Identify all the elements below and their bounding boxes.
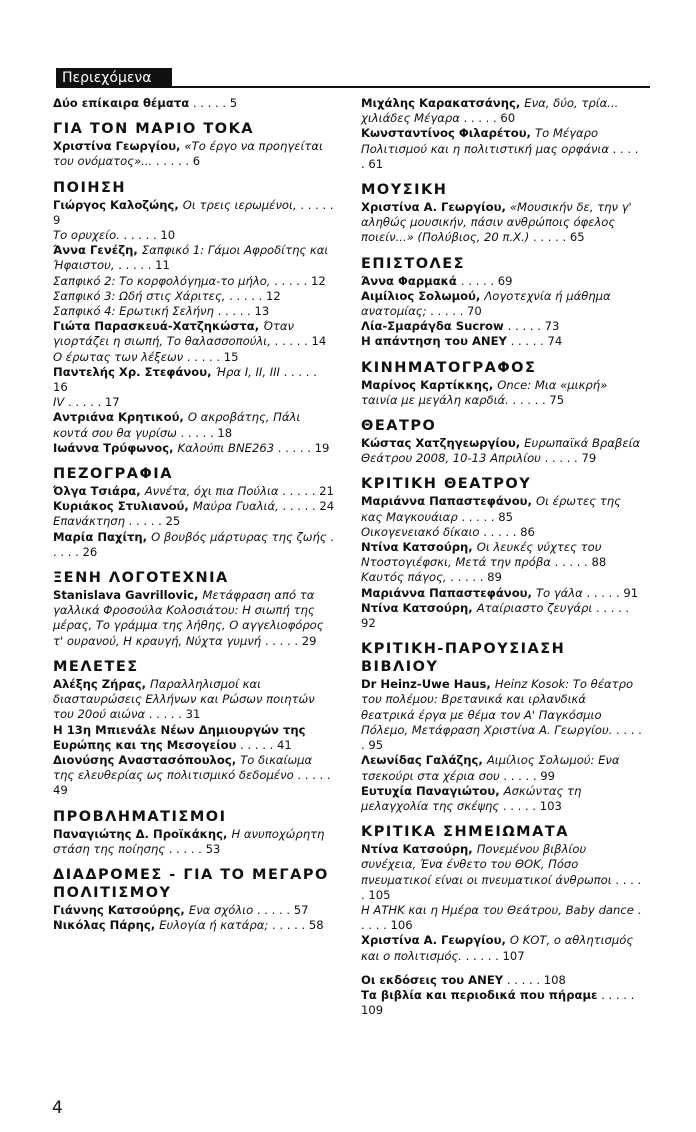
entry-title: Καλούπι ΒΝΕ263 — [177, 440, 275, 455]
entry-title: Δύο επίκαιρα θέματα — [53, 96, 190, 110]
leader-dots: . . . . . — [506, 334, 548, 349]
entry-page: 6 — [192, 154, 201, 169]
entry-title: «Μουσικήν δε, την γ' αληθώς μουσικήν, πάσιν ανθρώποις όφελος ποιείν...» (Πολύβιος, 20 π.Χ.) — [361, 200, 632, 245]
left-column — [53, 96, 335, 942]
entry-page: 31 — [185, 707, 201, 722]
entry-page: 29 — [301, 633, 317, 648]
entry-title: Η ΑΤΗΚ και η Ημέρα του Θεάτρου, Baby dance — [361, 902, 634, 917]
toc-entry — [53, 514, 335, 529]
entry-page: 9 — [53, 212, 61, 227]
entry-title: Ευρωπαϊκά Βραβεία Θεάτρου 2008, 10-13 Απριλίου — [361, 436, 641, 466]
entry-author: Χριστίνα Α. Γεωργίου, — [361, 933, 510, 948]
entry-page: 15 — [223, 349, 239, 364]
section-heading: ΠΟΙΗΣΗ — [53, 179, 127, 196]
entry-title: Οικογενειακό δίκαιο — [361, 524, 480, 539]
entry-title: Once: Μια «μικρή» ταινία με μεγάλη καρδιά. — [361, 377, 608, 407]
entry-page: 79 — [581, 451, 597, 466]
entry-title: Αιμίλιος Σολωμού: Ενα τσεκούρι στα χέρια σου — [361, 753, 620, 783]
entry-page: 92 — [361, 616, 376, 631]
toc-entry — [361, 436, 643, 466]
entry-author: Άννα Γενέζη, — [53, 243, 142, 258]
entry-title: Το Μέγαρο Πολιτισμού και η πολιτιστική μας ορφάνια — [361, 126, 609, 156]
entry-author: Χριστίνα Γεωργίου, — [53, 139, 185, 154]
leader-dots: . . . . . — [274, 440, 315, 455]
entry-title: Ενα σχόλιο — [188, 902, 254, 917]
entry-page: 13 — [254, 304, 270, 319]
entry-title: «Το έργο να προηγείται του ονόματος»... — [53, 139, 323, 169]
entry-title: Όταν γιορτάζει η σιωπή, Το θαλασσοπούλι, — [53, 319, 295, 349]
entry-author: Μαριάννα Παπαστεφάνου, — [361, 494, 536, 509]
section-heading: ΚΙΝΗΜΑΤΟΓΡΑΦΟΣ — [361, 359, 537, 376]
section-heading: ΠΡΟΒΛΗΜΑΤΙΣΜΟΙ — [53, 808, 227, 825]
entry-page: 5 — [229, 96, 238, 110]
entry-title: Μαύρα Γυαλιά, — [192, 499, 279, 514]
leader-dots: . . . . . — [529, 230, 570, 245]
entry-title: Παραλληλισμοί και διασταυρώσεις Ελλήνων και Ρώσων ποιητών του 20ού αιώνα — [53, 676, 315, 722]
toc-entry — [53, 198, 335, 228]
entry-title: Ο έρωτας των λέξεων — [53, 349, 184, 364]
toc-entry — [361, 378, 643, 408]
entry-title: Ευλογία ή κατάρα; — [159, 918, 269, 933]
entry-author: Μιχάλης Καρακατσάνης, — [361, 96, 525, 110]
entry-title: Αταίριαστο ζευγάρι — [476, 600, 593, 615]
toc-entry — [361, 903, 643, 933]
entry-page: 105 — [368, 887, 391, 902]
entry-author: Διονύσης Αναστασόπουλος, — [53, 752, 241, 767]
entry-title: Επανάκτηση — [53, 514, 125, 529]
entry-title: Η 13η Μπιενάλε Νέων Δημιουργών της Ευρώπης και της Μεσογείου — [53, 722, 306, 752]
entry-author: Όλγα Τσιάρα, — [53, 484, 145, 499]
entry-page: 17 — [104, 395, 120, 410]
entry-page: 88 — [591, 555, 607, 570]
entry-title: Οι λευκές νύχτες του Ντοστογιέφσκι, Μετά την πρόβα — [361, 540, 602, 570]
entry-page: 74 — [547, 334, 563, 349]
entry-author: Ντίνα Κατσούρη, — [361, 842, 477, 857]
toc-section — [361, 417, 643, 466]
entry-page: 70 — [467, 304, 482, 319]
toc-entry — [53, 753, 335, 799]
entry-page: 108 — [543, 972, 566, 987]
toc-entry — [53, 274, 335, 289]
toc-section — [53, 96, 335, 111]
entry-author: Λεωνίδας Γαλάζης, — [361, 753, 487, 768]
entry-page: 85 — [498, 509, 513, 524]
entry-title: Μετάφραση από τα γαλλικά Φροσούλα Κολοσιάτου: Η σιωπή της μέρας, Το γράμμα της λήθης, Ο αγγελιοφόρος τ' ουρανού, Η κραυγή, Νύχτα γυμνή — [53, 588, 324, 648]
entry-author: Νικόλας Πάρης, — [53, 918, 160, 933]
toc-entry — [53, 243, 335, 273]
section-heading: ΠΕΖΟΓΡΑΦΙΑ — [53, 466, 173, 483]
leader-dots: . . . . . — [499, 798, 540, 813]
section-heading: ΚΡΙΤΙΚΗ ΘΕΑΤΡΟΥ — [361, 476, 532, 493]
toc-entry — [53, 827, 335, 857]
entry-page: 21 — [319, 484, 334, 499]
entry-author: Ντίνα Κατσούρη, — [361, 540, 477, 555]
toc-entry — [361, 494, 643, 524]
right-column — [361, 96, 643, 1027]
toc-entry — [361, 586, 643, 601]
entry-page: 53 — [205, 841, 221, 856]
leader-dots: . . . . . — [459, 111, 501, 126]
entry-author: Μαρίνος Καρτίκκης, — [361, 377, 498, 392]
entry-title: Το ορυχείο. — [53, 228, 120, 243]
entry-page: 106 — [390, 918, 413, 933]
entry-title: Τα βιβλία και περιοδικά που πήραμε — [361, 987, 598, 1002]
entry-author: Παντελής Χρ. Στεφάνου, — [53, 364, 216, 379]
entry-title: Οι εκδόσεις του ΑΝΕΥ — [361, 972, 504, 987]
leader-dots: . . . . . — [361, 872, 642, 902]
toc-entry — [53, 499, 335, 514]
toc-entry — [361, 842, 643, 903]
leader-dots: . . . . . — [293, 768, 331, 783]
toc-entry — [53, 319, 335, 349]
entry-author: Κώστας Χατζηγεωργίου, — [361, 436, 525, 451]
entry-author: Κυριάκος Στυλιανού, — [53, 499, 193, 514]
entry-page: 12 — [265, 288, 281, 303]
leader-dots: . . . . . — [261, 633, 302, 648]
entry-title: IV — [53, 395, 65, 410]
leader-dots: . . . . . — [278, 499, 320, 514]
entry-title: Πονεμένου βιβλίου συνέχεια, Ένα ένθετο του ΘΟΚ, Πόσο πνευματικοί είναι οι πνευματικοί άνθρωποι — [361, 842, 612, 887]
entry-author: Κωνσταντίνος Φιλαρέτου, — [361, 126, 535, 141]
leader-dots: . . . . . — [507, 319, 545, 334]
leader-dots: . . . . . — [361, 722, 642, 753]
entry-title: Ο βουβός μάρτυρας της ζωής — [151, 529, 327, 544]
leader-dots: . . . . . — [213, 304, 255, 319]
toc-entry — [361, 126, 643, 172]
leader-dots: . . . . . — [278, 484, 320, 499]
entry-title: Heinz Kosok: Το θέατρο του πολέμου: Βρετανικά και ιρλανδικά θεατρικά έργα με θέμα τον Α' Παγκόσμιο Πόλεμο, Μετάφραση Χριστίνα Α. Γεωργίου. — [361, 677, 634, 737]
entry-page: 60 — [500, 111, 516, 126]
entry-author: Γιώτα Παρασκευά-Χατζηκώστα, — [53, 319, 264, 334]
toc-entry — [361, 973, 643, 988]
toc-entry — [361, 540, 643, 570]
leader-dots: . . . . . — [426, 304, 468, 319]
leader-dots: . . . . . — [446, 570, 488, 585]
toc-entry — [361, 784, 643, 814]
leader-dots: . . . . . — [582, 585, 624, 600]
toc-entry — [53, 918, 335, 933]
entry-author: Μαριάννα Παπαστεφάνου, — [361, 585, 536, 600]
entry-page: 86 — [520, 524, 535, 539]
entry-author: Άννα Φαρμακά — [361, 273, 461, 288]
contents-header: Περιεχόμενα — [56, 68, 172, 88]
leader-dots: . . . . . — [361, 141, 639, 171]
toc-section — [361, 640, 643, 814]
toc-entry — [53, 365, 335, 395]
page-number: 4 — [52, 1098, 63, 1118]
entry-author: Ευτυχία Παναγιώτου, — [361, 783, 504, 798]
entry-title: Η ανυποχώρητη στάση της ποίησης — [53, 826, 325, 856]
entry-author: Μαρία Παχίτη, — [53, 529, 152, 544]
entry-title: Σαπφικό 2: Το κορφολόγημα-το μήλο, — [53, 273, 271, 288]
toc-section — [53, 808, 335, 857]
leader-dots: . . . . . — [279, 364, 317, 379]
leader-dots: . . . . . — [53, 529, 334, 559]
leader-dots: . . . . . — [119, 228, 161, 243]
entry-author: Αιμίλιος Σολωμού, — [361, 288, 485, 303]
entry-page: 95 — [368, 738, 384, 753]
leader-dots: . . . . . — [124, 514, 166, 529]
leader-dots: . . . . . — [460, 273, 498, 288]
leader-dots: . . . . . — [592, 600, 630, 615]
entry-page: 91 — [623, 585, 639, 600]
toc-section — [361, 359, 643, 408]
toc-entry — [53, 228, 335, 243]
toc-section — [361, 475, 643, 631]
section-heading: ΔΙΑΔΡΟΜΕΣ - ΓΙΑ ΤΟ ΜΕΓΑΡΟ ΠΟΛΙΤΙΣΜΟΥ — [53, 866, 329, 901]
leader-dots: . . . . . — [503, 972, 544, 987]
leader-dots: . . . . . — [189, 96, 230, 110]
toc-entry — [361, 753, 643, 783]
toc-entry — [53, 530, 335, 560]
leader-dots: . . . . . — [361, 902, 642, 933]
leader-dots: . . . . . — [270, 334, 312, 349]
toc-entry — [361, 570, 643, 585]
section-heading: ΜΕΛΕΤΕΣ — [53, 658, 139, 675]
section-heading: ΓΙΑ ΤΟΝ ΜΑΡΙΟ ΤΟΚΑ — [53, 121, 255, 138]
entry-author: Λία-Σμαράγδα Sucrow — [361, 319, 508, 334]
entry-page: 109 — [361, 1003, 384, 1018]
leader-dots: . . . . . — [176, 425, 218, 440]
toc-entry — [53, 723, 335, 753]
entry-author: Stanislava Gavrillovic, — [53, 588, 203, 603]
leader-dots: . . . . . — [540, 451, 582, 466]
entry-title: Καυτός πάγος, — [361, 570, 447, 585]
toc-entry — [53, 350, 335, 365]
toc-entry — [361, 334, 643, 349]
toc-section — [53, 465, 335, 560]
toc-entry — [53, 677, 335, 723]
leader-dots: . . . . . — [461, 948, 503, 963]
entry-author: Παναγιώτης Δ. Προϊκάκης, — [53, 826, 232, 841]
leader-dots: . . . . . — [550, 555, 592, 570]
leader-dots: . . . . . — [268, 918, 309, 933]
entry-page: 107 — [502, 948, 525, 963]
entry-author: Ντίνα Κατσούρη, — [361, 600, 477, 615]
entry-page: 61 — [368, 156, 384, 171]
toc-entry — [361, 525, 643, 540]
entry-page: 16 — [53, 380, 68, 395]
toc-section — [361, 181, 643, 246]
toc-entry — [53, 484, 335, 499]
toc-entry — [53, 410, 335, 440]
entry-page: 57 — [293, 902, 309, 917]
toc-entry — [361, 601, 643, 631]
entry-page: 65 — [569, 230, 585, 245]
entry-title: Ήρα I, II, III — [215, 364, 280, 379]
toc-entry — [361, 200, 643, 246]
entry-title: Ασκώντας τη μελαγχολία της σκέψης — [361, 783, 582, 813]
toc-entry — [361, 289, 643, 319]
leader-dots: . . . . . — [508, 392, 550, 407]
entry-author: Γιώργος Καλοζώης, — [53, 197, 183, 212]
toc-entry — [361, 274, 643, 289]
section-heading: ΚΡΙΤΙΚΑ ΣΗΜΕΙΩΜΑΤΑ — [361, 824, 569, 841]
leader-dots: . . . . . — [457, 509, 499, 524]
entry-page: 49 — [53, 783, 68, 798]
toc-entry — [53, 304, 335, 319]
entry-page: 89 — [487, 570, 502, 585]
entry-page: 14 — [311, 334, 327, 349]
entry-page: 103 — [539, 798, 562, 813]
leader-dots: . . . . . — [183, 349, 224, 364]
toc-section — [361, 255, 643, 350]
entry-title: Οι έρωτες της κας Μαγκουάιαρ — [361, 494, 621, 524]
leader-dots: . . . . . — [236, 737, 277, 752]
toc-entry — [53, 395, 335, 410]
entry-author: Αλέξης Ζήρας, — [53, 676, 151, 691]
leader-dots: . . . . . — [597, 987, 635, 1002]
leader-dots: . . . . . — [152, 154, 193, 169]
entry-page: 99 — [540, 768, 556, 783]
entry-page: 10 — [160, 228, 176, 243]
section-heading: ΘΕΑΤΡΟ — [361, 418, 437, 435]
entry-page: 24 — [319, 499, 335, 514]
toc-entry — [361, 96, 643, 126]
toc-section — [53, 179, 335, 456]
entry-page: 75 — [549, 392, 565, 407]
leader-dots: . . . . . — [499, 768, 541, 783]
entry-title: Σαπφικό 4: Ερωτική Σελήνη — [53, 304, 214, 319]
entry-title: Ο ΚΟΤ, ο αθλητισμός και ο πολιτισμός. — [361, 933, 634, 963]
leader-dots: . . . . . — [114, 258, 156, 273]
leader-dots: . . . . . — [270, 273, 312, 288]
toc-section — [361, 823, 643, 964]
leader-dots: . . . . . — [64, 395, 105, 410]
entry-page: 69 — [497, 273, 513, 288]
toc-section — [53, 120, 335, 169]
entry-page: 25 — [165, 514, 181, 529]
toc-entry — [361, 319, 643, 334]
toc-entry — [53, 588, 335, 649]
entry-author: Ιωάννα Τρύφωνος, — [53, 440, 178, 455]
toc-entry — [53, 139, 335, 169]
entry-title: Το γάλα — [535, 585, 583, 600]
toc-entry — [361, 933, 643, 963]
toc-section — [53, 658, 335, 799]
entry-title: Η απάντηση του ΑΝΕΥ — [361, 334, 507, 349]
entry-author: Dr Heinz-Uwe Haus, — [361, 677, 495, 692]
leader-dots: . . . . . — [253, 902, 294, 917]
leader-dots: . . . . . — [479, 524, 521, 539]
entry-page: 18 — [217, 425, 233, 440]
entry-title: Το δικαίωμα της ελευθερίας ως πολιτισμικό δεδομένο — [53, 752, 313, 783]
section-heading: ΚΡΙΤΙΚΗ-ΠΑΡΟΥΣΙΑΣΗ ΒΙΒΛΙΟΥ — [361, 641, 566, 676]
toc-section — [53, 866, 335, 933]
section-heading: ΞΕΝΗ ΛΟΓΟΤΕΧΝΙΑ — [53, 570, 229, 587]
entry-page: 58 — [308, 918, 324, 933]
toc-entry — [361, 988, 643, 1018]
entry-page: 12 — [311, 273, 326, 288]
entry-title: Οι τρεις ιερωμένοι, — [182, 197, 297, 212]
section-heading: ΜΟΥΣΙΚΗ — [361, 182, 448, 199]
toc-section — [361, 973, 643, 1019]
header-rule — [56, 86, 650, 88]
toc-section — [53, 569, 335, 649]
leader-dots: . . . . . — [225, 288, 266, 303]
leader-dots: . . . . . — [296, 197, 334, 212]
entry-title: Ο ακροβάτης, Πάλι κοντά σου θα γυρίσω — [53, 410, 301, 440]
entry-page: 73 — [544, 319, 560, 334]
entry-author: Αντριάνα Κρητικού, — [53, 410, 188, 425]
toc-entry — [361, 677, 643, 753]
entry-title: Αννέτα, όχι πια Πούλια — [144, 484, 279, 499]
entry-author: Γιάννης Κατσούρης, — [53, 902, 189, 917]
leader-dots: . . . . . — [145, 707, 186, 722]
entry-page: 26 — [82, 544, 98, 559]
toc-section — [361, 96, 643, 172]
entry-page: 41 — [276, 737, 292, 752]
entry-page: 19 — [314, 440, 330, 455]
entry-title: Σαπφικό 3: Ωδή στις Χάριτες, — [53, 288, 226, 303]
toc-entry — [53, 903, 335, 918]
toc-entry — [53, 96, 335, 111]
leader-dots: . . . . . — [165, 841, 206, 856]
entry-page: 11 — [155, 258, 170, 273]
entry-author: Χριστίνα Α. Γεωργίου, — [361, 200, 510, 215]
entry-title: Σαπφικό 1: Γάμοι Αφροδίτης και Ήφαιστου, — [53, 243, 329, 273]
toc-entry — [53, 289, 335, 304]
toc-entry — [53, 441, 335, 456]
section-heading: ΕΠΙΣΤΟΛΕΣ — [361, 255, 466, 272]
entry-title: Λογοτεχνία ή μάθημα ανατομίας; — [361, 288, 611, 319]
entry-title: Ενα, δύο, τρία... χιλιάδες Μέγαρα — [361, 96, 619, 126]
